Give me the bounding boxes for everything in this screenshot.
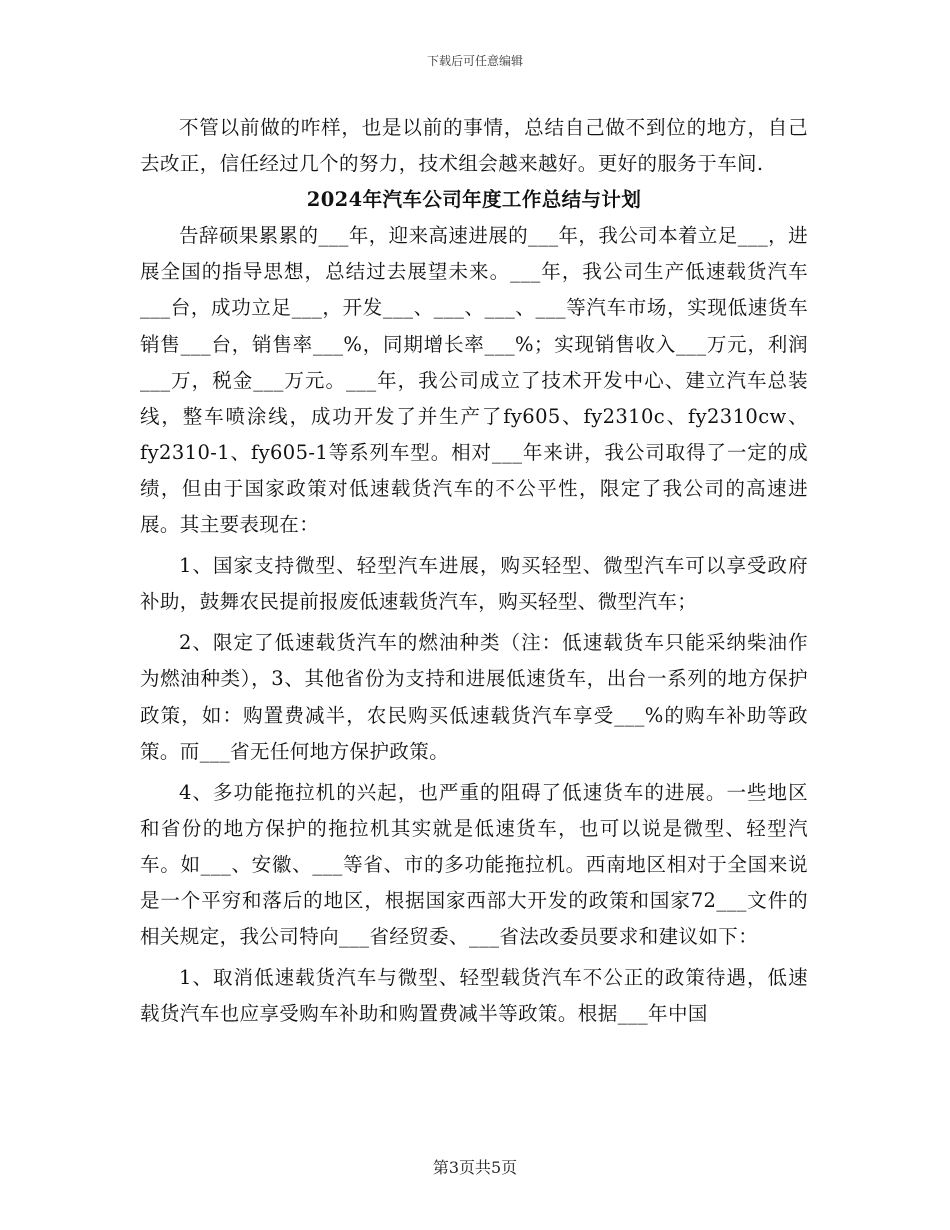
document-body — [140, 110, 808, 1032]
page-header-note: 下载后可任意编辑 — [426, 54, 523, 68]
paragraph-summary: 告辞硕果累累的___年，迎来高速进展的___年，我公司本着立足___，进展全国的指导思想，总结过去展望未来。___年，我公司生产低速载货汽车___台，成功立足___，开发___、___、___、___等汽车市场，实现低速货车销售___台，销售率___%，同期增长率___%；实现销售收入___万元，利润___万，税金___万元。___年，我公司成立了技术开发中心、建立汽车总装线，整车喷涂线，成功开发了并生产了fy605、fy2310c、fy2310cw、fy2310-1、fy605-1等系列车型。相对___年来讲，我公司取得了一定的成绩，但由于国家政策对低速载货汽车的不公平性，限定了我公司的高速进展。其主要表现在： — [140, 224, 808, 537]
paragraph-suggestion-1: 1、取消低速载货汽车与微型、轻型载货汽车不公正的政策待遇，低速载货汽车也应享受购车补助和购置费减半等政策。根据___年中国 — [140, 966, 808, 1026]
document-title: 2024年汽车公司年度工作总结与计划 — [306, 188, 642, 212]
paragraph-item-4: 4、多功能拖拉机的兴起，也严重的阻碍了低速货车的进展。一些地区和省份的地方保护的拖拉机其实就是低速货车，也可以说是微型、轻型汽车。如___、安徽、___等省、市的多功能拖拉机。西南地区相对于全国来说是一个平穷和落后的地区，根据国家西部大开发的政策和国家72___文件的相关规定，我公司特向___省经贸委、___省法改委员要求和建议如下： — [140, 780, 808, 949]
paragraph-item-2-3: 2、限定了低速载货汽车的燃油种类（注：低速载货车只能采纳柴油作为燃油种类），3、其他省份为支持和进展低速货车，出台一系列的地方保护政策，如：购置费减半，农民购买低速载货汽车享受___%的购车补助等政策。而___省无任何地方保护政策。 — [140, 631, 808, 763]
page-number: 第3页共5页 — [432, 1158, 518, 1177]
paragraph-item-1: 1、国家支持微型、轻型汽车进展，购买轻型、微型汽车可以享受政府补助，鼓舞农民提前报废低速载货汽车，购买轻型、微型汽车； — [140, 554, 808, 614]
intro-paragraph: 不管以前做的咋样，也是以前的事情，总结自己做不到位的地方，自己去改正，信任经过几个的努力，技术组会越来越好。更好的服务于车间. — [140, 116, 808, 176]
